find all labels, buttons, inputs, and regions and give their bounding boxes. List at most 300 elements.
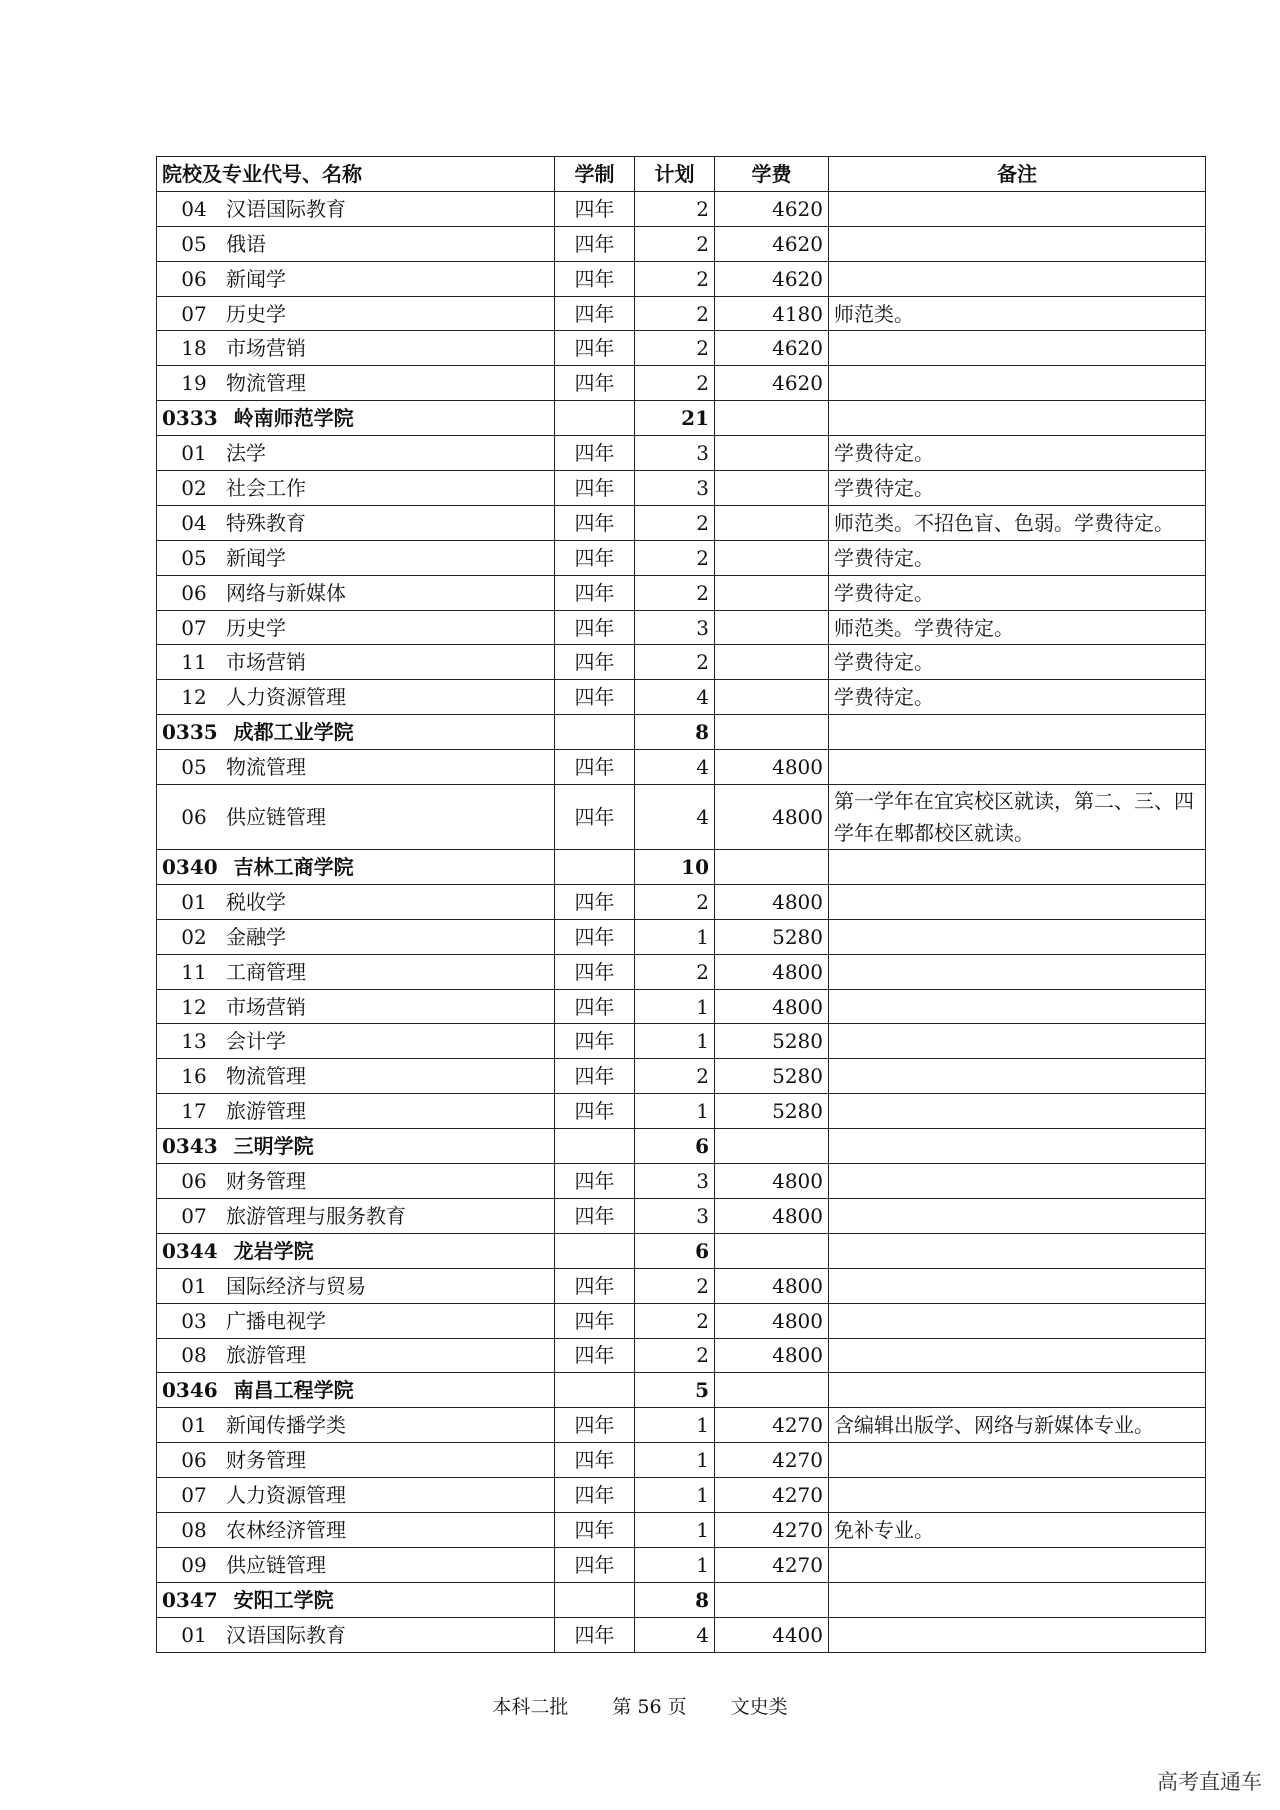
major-note — [829, 1164, 1206, 1199]
major-row — [157, 989, 1206, 1024]
major-row — [157, 191, 1206, 226]
major-note — [829, 1338, 1206, 1373]
major-plan: 2 — [635, 366, 715, 401]
major-row — [157, 331, 1206, 366]
major-note — [829, 331, 1206, 366]
major-fee: 4400 — [715, 1617, 829, 1652]
school-name-cell — [157, 1373, 555, 1408]
major-code: 06 — [181, 266, 207, 291]
major-row — [157, 471, 1206, 506]
major-fee: 4800 — [715, 1338, 829, 1373]
major-plan: 3 — [635, 1164, 715, 1199]
major-code: 11 — [181, 959, 207, 984]
school-row — [157, 1373, 1206, 1408]
major-name-cell — [157, 436, 555, 471]
major-name: 汉语国际教育 — [226, 196, 346, 221]
major-name: 供应链管理 — [226, 805, 326, 830]
school-code: 0344 — [162, 1238, 218, 1263]
major-name: 财务管理 — [226, 1168, 306, 1193]
school-fee-cell — [715, 401, 829, 436]
major-plan: 2 — [635, 884, 715, 919]
major-duration: 四年 — [555, 989, 635, 1024]
major-duration: 四年 — [555, 645, 635, 680]
major-fee: 5280 — [715, 1059, 829, 1094]
major-name-cell — [157, 954, 555, 989]
major-name-cell — [157, 1268, 555, 1303]
school-plan-total: 6 — [635, 1129, 715, 1164]
major-duration: 四年 — [555, 1547, 635, 1582]
major-plan: 2 — [635, 1338, 715, 1373]
major-name: 人力资源管理 — [226, 1483, 346, 1507]
major-code: 08 — [181, 1343, 207, 1368]
major-name: 网络与新媒体 — [226, 580, 346, 605]
major-name-cell — [157, 366, 555, 401]
major-duration: 四年 — [555, 296, 635, 331]
school-row — [157, 1233, 1206, 1268]
school-note-cell — [829, 401, 1206, 436]
major-code: 07 — [181, 1203, 207, 1228]
major-note: 学费待定。 — [829, 645, 1206, 680]
major-code: 07 — [181, 615, 207, 640]
major-fee: 4800 — [715, 954, 829, 989]
major-code: 16 — [181, 1064, 207, 1089]
major-duration: 四年 — [555, 1338, 635, 1373]
major-plan: 1 — [635, 1478, 715, 1513]
major-fee: 4800 — [715, 1303, 829, 1338]
major-plan: 4 — [635, 785, 715, 850]
school-duration-cell — [555, 1233, 635, 1268]
header-note: 备注 — [829, 157, 1206, 192]
major-duration: 四年 — [555, 575, 635, 610]
major-duration: 四年 — [555, 750, 635, 785]
table-body — [157, 191, 1206, 1652]
major-row — [157, 1198, 1206, 1233]
major-duration: 四年 — [555, 1024, 635, 1059]
major-plan: 3 — [635, 436, 715, 471]
major-name-cell — [157, 1164, 555, 1199]
major-duration: 四年 — [555, 680, 635, 715]
major-name-cell — [157, 1303, 555, 1338]
major-name-cell — [157, 261, 555, 296]
major-name-cell — [157, 1024, 555, 1059]
major-name-cell — [157, 610, 555, 645]
school-duration-cell — [555, 1373, 635, 1408]
major-duration: 四年 — [555, 436, 635, 471]
school-fee-cell — [715, 850, 829, 885]
major-note: 学费待定。 — [829, 680, 1206, 715]
footer-batch: 本科二批 — [492, 1696, 569, 1718]
major-note — [829, 261, 1206, 296]
major-name-cell — [157, 1338, 555, 1373]
major-duration: 四年 — [555, 1617, 635, 1652]
major-name: 新闻学 — [226, 266, 286, 291]
major-note — [829, 1617, 1206, 1652]
major-duration: 四年 — [555, 505, 635, 540]
footer-page-number: 第 56 页 — [612, 1696, 687, 1718]
header-duration: 学制 — [555, 157, 635, 192]
major-note — [829, 884, 1206, 919]
major-duration: 四年 — [555, 919, 635, 954]
major-fee — [715, 645, 829, 680]
major-plan: 2 — [635, 954, 715, 989]
school-fee-cell — [715, 1129, 829, 1164]
major-name-cell — [157, 1478, 555, 1513]
major-code: 01 — [181, 889, 207, 914]
major-duration: 四年 — [555, 1094, 635, 1129]
school-code: 0347 — [162, 1587, 218, 1612]
major-row — [157, 296, 1206, 331]
major-fee: 4800 — [715, 785, 829, 850]
major-note: 师范类。不招色盲、色弱。学费待定。 — [829, 505, 1206, 540]
major-name-cell — [157, 1408, 555, 1443]
major-duration: 四年 — [555, 1408, 635, 1443]
major-duration: 四年 — [555, 884, 635, 919]
major-row — [157, 1268, 1206, 1303]
major-duration: 四年 — [555, 331, 635, 366]
major-plan: 1 — [635, 919, 715, 954]
major-fee — [715, 540, 829, 575]
major-name: 旅游管理与服务教育 — [226, 1203, 406, 1228]
major-note: 学费待定。 — [829, 471, 1206, 506]
major-code: 01 — [181, 1622, 207, 1647]
major-code: 06 — [181, 1448, 207, 1473]
major-code: 06 — [181, 805, 207, 830]
school-plan-total: 5 — [635, 1373, 715, 1408]
school-name-cell — [157, 1582, 555, 1617]
school-duration-cell — [555, 401, 635, 436]
major-fee — [715, 436, 829, 471]
school-fee-cell — [715, 715, 829, 750]
major-note — [829, 1198, 1206, 1233]
major-name-cell — [157, 296, 555, 331]
school-plan-total: 10 — [635, 850, 715, 885]
major-name: 农林经济管理 — [226, 1517, 346, 1542]
major-name-cell — [157, 1512, 555, 1547]
major-note: 第一学年在宜宾校区就读，第二、三、四学年在郫都校区就读。 — [829, 785, 1206, 850]
major-plan: 2 — [635, 505, 715, 540]
major-fee: 4270 — [715, 1408, 829, 1443]
major-note: 学费待定。 — [829, 575, 1206, 610]
major-code: 02 — [181, 475, 207, 500]
major-note: 学费待定。 — [829, 540, 1206, 575]
major-code: 18 — [181, 336, 207, 361]
major-row — [157, 919, 1206, 954]
major-name: 新闻传播学类 — [226, 1413, 346, 1438]
school-name: 岭南师范学院 — [233, 406, 354, 431]
school-plan-total: 21 — [635, 401, 715, 436]
major-note — [829, 1059, 1206, 1094]
major-fee: 5280 — [715, 919, 829, 954]
major-plan: 3 — [635, 471, 715, 506]
table-header-row — [157, 157, 1206, 192]
major-name-cell — [157, 331, 555, 366]
major-row — [157, 1024, 1206, 1059]
major-name: 供应链管理 — [226, 1552, 326, 1577]
major-plan: 4 — [635, 750, 715, 785]
major-code: 13 — [181, 1029, 207, 1054]
major-fee: 4620 — [715, 261, 829, 296]
major-code: 01 — [181, 441, 207, 466]
major-plan: 2 — [635, 261, 715, 296]
major-name: 物流管理 — [226, 371, 306, 396]
major-row — [157, 575, 1206, 610]
major-row — [157, 436, 1206, 471]
admission-plan-table — [156, 156, 1206, 1653]
major-duration: 四年 — [555, 1164, 635, 1199]
major-code: 02 — [181, 924, 207, 949]
major-fee: 4270 — [715, 1547, 829, 1582]
major-code: 06 — [181, 1168, 207, 1193]
major-duration: 四年 — [555, 785, 635, 850]
major-row — [157, 954, 1206, 989]
major-name-cell — [157, 884, 555, 919]
major-code: 01 — [181, 1413, 207, 1438]
major-plan: 1 — [635, 1024, 715, 1059]
school-name-cell — [157, 715, 555, 750]
major-note: 师范类。学费待定。 — [829, 610, 1206, 645]
school-name: 安阳工学院 — [233, 1587, 334, 1612]
major-name: 汉语国际教育 — [226, 1622, 346, 1647]
major-note — [829, 366, 1206, 401]
major-row — [157, 366, 1206, 401]
major-row — [157, 226, 1206, 261]
major-fee — [715, 471, 829, 506]
major-name-cell — [157, 540, 555, 575]
major-name-cell — [157, 680, 555, 715]
major-code: 03 — [181, 1308, 207, 1333]
major-fee: 4620 — [715, 191, 829, 226]
major-fee: 5280 — [715, 1024, 829, 1059]
major-plan: 1 — [635, 1443, 715, 1478]
school-row — [157, 1129, 1206, 1164]
school-plan-total: 8 — [635, 1582, 715, 1617]
major-plan: 2 — [635, 1303, 715, 1338]
major-name-cell — [157, 785, 555, 850]
major-row — [157, 1303, 1206, 1338]
major-name-cell — [157, 919, 555, 954]
school-code: 0333 — [162, 406, 218, 431]
major-fee: 4800 — [715, 884, 829, 919]
major-row — [157, 1547, 1206, 1582]
major-name: 特殊教育 — [226, 510, 306, 535]
major-duration: 四年 — [555, 1512, 635, 1547]
major-name: 俄语 — [226, 231, 266, 256]
major-name-cell — [157, 471, 555, 506]
major-name: 历史学 — [226, 301, 286, 326]
major-name-cell — [157, 1059, 555, 1094]
major-note — [829, 1478, 1206, 1513]
major-duration: 四年 — [555, 366, 635, 401]
major-duration: 四年 — [555, 1059, 635, 1094]
major-row — [157, 1512, 1206, 1547]
school-fee-cell — [715, 1233, 829, 1268]
major-plan: 1 — [635, 989, 715, 1024]
major-code: 01 — [181, 1273, 207, 1298]
major-plan: 1 — [635, 1094, 715, 1129]
major-fee — [715, 680, 829, 715]
major-row — [157, 1408, 1206, 1443]
major-duration: 四年 — [555, 191, 635, 226]
major-row — [157, 645, 1206, 680]
major-fee: 4270 — [715, 1512, 829, 1547]
school-name-cell — [157, 1233, 555, 1268]
major-name: 金融学 — [226, 924, 286, 949]
major-name: 物流管理 — [226, 755, 306, 780]
major-name: 物流管理 — [226, 1064, 306, 1089]
major-name-cell — [157, 989, 555, 1024]
school-name: 吉林工商学院 — [233, 854, 354, 879]
major-name-cell — [157, 226, 555, 261]
school-row — [157, 715, 1206, 750]
major-duration: 四年 — [555, 1443, 635, 1478]
major-fee: 4620 — [715, 331, 829, 366]
major-plan: 2 — [635, 1059, 715, 1094]
major-fee: 4800 — [715, 1268, 829, 1303]
header-plan: 计划 — [635, 157, 715, 192]
major-plan: 2 — [635, 191, 715, 226]
major-code: 09 — [181, 1552, 207, 1577]
major-duration: 四年 — [555, 1478, 635, 1513]
major-note — [829, 1094, 1206, 1129]
school-note-cell — [829, 850, 1206, 885]
major-name: 国际经济与贸易 — [226, 1273, 366, 1298]
major-name: 市场营销 — [226, 994, 306, 1019]
major-plan: 2 — [635, 1268, 715, 1303]
major-duration: 四年 — [555, 954, 635, 989]
major-row — [157, 505, 1206, 540]
major-plan: 4 — [635, 680, 715, 715]
major-name: 历史学 — [226, 615, 286, 640]
school-note-cell — [829, 1233, 1206, 1268]
header-fee: 学费 — [715, 157, 829, 192]
major-name-cell — [157, 645, 555, 680]
major-name-cell — [157, 1198, 555, 1233]
major-note — [829, 750, 1206, 785]
major-row — [157, 1059, 1206, 1094]
major-fee: 4800 — [715, 989, 829, 1024]
major-code: 17 — [181, 1099, 207, 1124]
major-note: 学费待定。 — [829, 436, 1206, 471]
major-duration: 四年 — [555, 610, 635, 645]
major-code: 05 — [181, 545, 207, 570]
school-name: 南昌工程学院 — [233, 1378, 354, 1403]
major-name-cell — [157, 750, 555, 785]
major-plan: 2 — [635, 540, 715, 575]
major-code: 05 — [181, 231, 207, 256]
major-fee: 4270 — [715, 1443, 829, 1478]
major-note — [829, 191, 1206, 226]
major-name-cell — [157, 575, 555, 610]
header-name: 院校及专业代号、名称 — [157, 157, 555, 192]
major-plan: 1 — [635, 1512, 715, 1547]
major-row — [157, 1338, 1206, 1373]
major-note: 师范类。 — [829, 296, 1206, 331]
major-fee: 4800 — [715, 750, 829, 785]
major-duration: 四年 — [555, 1268, 635, 1303]
major-code: 12 — [181, 994, 207, 1019]
major-note — [829, 1024, 1206, 1059]
major-name: 财务管理 — [226, 1448, 306, 1473]
major-name: 工商管理 — [226, 959, 306, 984]
school-code: 0346 — [162, 1378, 218, 1403]
major-code: 12 — [181, 685, 207, 710]
school-note-cell — [829, 1373, 1206, 1408]
school-fee-cell — [715, 1582, 829, 1617]
major-name: 市场营销 — [226, 336, 306, 361]
school-note-cell — [829, 715, 1206, 750]
major-name: 旅游管理 — [226, 1099, 306, 1124]
major-plan: 2 — [635, 226, 715, 261]
school-code: 0343 — [162, 1134, 218, 1159]
major-note — [829, 1303, 1206, 1338]
major-code: 04 — [181, 196, 207, 221]
major-name-cell — [157, 1094, 555, 1129]
major-code: 11 — [181, 650, 207, 675]
major-code: 19 — [181, 371, 207, 396]
school-plan-total: 6 — [635, 1233, 715, 1268]
major-name: 旅游管理 — [226, 1343, 306, 1368]
major-plan: 4 — [635, 1617, 715, 1652]
school-name: 三明学院 — [233, 1134, 314, 1159]
major-plan: 1 — [635, 1408, 715, 1443]
major-note — [829, 919, 1206, 954]
school-duration-cell — [555, 850, 635, 885]
major-fee — [715, 505, 829, 540]
major-fee — [715, 610, 829, 645]
major-name: 税收学 — [226, 889, 286, 914]
major-duration: 四年 — [555, 261, 635, 296]
major-duration: 四年 — [555, 471, 635, 506]
major-note — [829, 226, 1206, 261]
major-row — [157, 1478, 1206, 1513]
school-row — [157, 401, 1206, 436]
major-plan: 2 — [635, 575, 715, 610]
major-note — [829, 989, 1206, 1024]
major-fee: 4620 — [715, 366, 829, 401]
major-plan: 2 — [635, 296, 715, 331]
major-duration: 四年 — [555, 226, 635, 261]
major-name-cell — [157, 191, 555, 226]
school-row — [157, 1582, 1206, 1617]
school-note-cell — [829, 1129, 1206, 1164]
footer-category: 文史类 — [730, 1696, 788, 1718]
major-row — [157, 1094, 1206, 1129]
major-code: 04 — [181, 510, 207, 535]
major-row — [157, 261, 1206, 296]
major-fee: 4270 — [715, 1478, 829, 1513]
major-name-cell — [157, 1617, 555, 1652]
school-row — [157, 850, 1206, 885]
school-code: 0340 — [162, 854, 218, 879]
major-name-cell — [157, 505, 555, 540]
major-name: 法学 — [226, 441, 266, 466]
major-duration: 四年 — [555, 1303, 635, 1338]
major-row — [157, 540, 1206, 575]
major-plan: 3 — [635, 610, 715, 645]
school-name-cell — [157, 850, 555, 885]
major-row — [157, 884, 1206, 919]
major-note: 含编辑出版学、网络与新媒体专业。 — [829, 1408, 1206, 1443]
major-name-cell — [157, 1443, 555, 1478]
major-fee: 4180 — [715, 296, 829, 331]
major-note — [829, 1547, 1206, 1582]
major-duration: 四年 — [555, 1198, 635, 1233]
school-code: 0335 — [162, 720, 218, 745]
major-note: 免补专业。 — [829, 1512, 1206, 1547]
major-name: 人力资源管理 — [226, 685, 346, 710]
major-plan: 2 — [635, 331, 715, 366]
major-name: 新闻学 — [226, 545, 286, 570]
